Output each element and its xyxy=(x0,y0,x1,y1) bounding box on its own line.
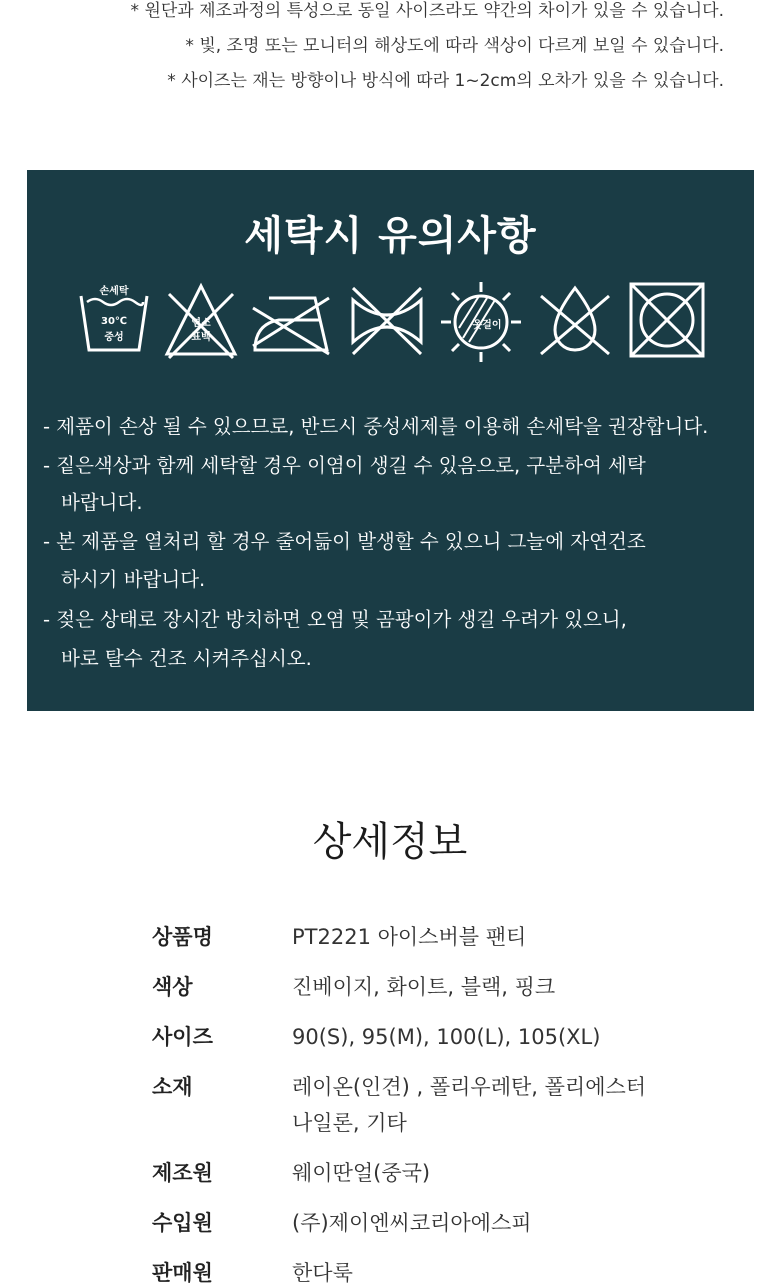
warning-line: 바로 탈수 건조 시켜주십시오. xyxy=(61,647,312,670)
detail-key: 소재 xyxy=(152,1075,193,1099)
detail-row xyxy=(152,972,712,1002)
care-title: 세탁시 유의사항 xyxy=(244,213,537,259)
detail-value-continued: 나일론, 기타 xyxy=(292,1111,407,1135)
detail-value: 진베이지, 화이트, 블랙, 핑크 xyxy=(292,975,556,999)
no-tumble-dry-icon xyxy=(627,280,707,360)
warning-line: 하시기 바랍니다. xyxy=(61,568,206,591)
detail-value: 웨이딴얼(중국) xyxy=(292,1161,431,1185)
detail-key: 수입원 xyxy=(152,1211,213,1235)
warning-line: - 본 제품을 열처리 할 경우 줄어듦이 발생할 수 있으니 그늘에 자연건조 xyxy=(43,530,646,553)
warning-line: - 짙은색상과 함께 세탁할 경우 이염이 생길 수 있음으로, 구분하여 세탁 xyxy=(43,454,646,477)
detail-key: 상품명 xyxy=(152,925,213,949)
hanger-label: 옷걸이 xyxy=(472,320,502,331)
detail-value: 한다룩 xyxy=(292,1261,353,1285)
chlorine-label: 염소 xyxy=(191,318,211,329)
neutral-label: 중성 xyxy=(104,332,124,343)
detail-row xyxy=(152,1258,712,1288)
no-drip-dry-icon xyxy=(537,280,613,360)
details-title: 상세정보 xyxy=(312,819,468,865)
detail-key: 판매원 xyxy=(152,1261,213,1285)
note-line: * 사이즈는 재는 방향이나 방식에 따라 1~2cm의 오차가 있을 수 있습니다. xyxy=(167,71,724,91)
detail-row xyxy=(152,1208,712,1238)
bleach-label: 표백 xyxy=(191,332,211,343)
detail-row xyxy=(152,922,712,952)
detail-row xyxy=(152,1072,712,1135)
detail-value: PT2221 아이스버블 팬티 xyxy=(292,925,527,949)
warning-line: 바랍니다. xyxy=(61,491,143,514)
warning-line: - 젖은 상태로 장시간 방치하면 오염 및 곰팡이가 생길 우려가 있으니, xyxy=(43,608,627,631)
care-icons-row xyxy=(77,280,717,364)
dry-in-shade-icon xyxy=(439,280,523,364)
detail-key: 제조원 xyxy=(152,1161,213,1185)
hand-wash-label: 손세탁 xyxy=(99,286,129,297)
warning-line: - 제품이 손상 될 수 있으므로, 반드시 중성세제를 이용해 손세탁을 권장합니다. xyxy=(43,415,709,438)
no-bleach-icon xyxy=(163,280,239,360)
detail-row xyxy=(152,1158,712,1188)
temp-label: 30℃ xyxy=(100,316,128,327)
detail-key: 색상 xyxy=(152,975,193,999)
detail-value: (주)제이엔씨코리아에스피 xyxy=(292,1211,532,1235)
note-line: * 원단과 제조과정의 특성으로 동일 사이즈라도 약간의 차이가 있을 수 있습니다. xyxy=(130,1,724,21)
note-line: * 빛, 조명 또는 모니터의 해상도에 따라 색상이 다르게 보일 수 있습니다. xyxy=(185,36,724,56)
hand-wash-30c-icon xyxy=(77,280,151,360)
care-instructions-panel xyxy=(27,170,754,711)
no-iron-icon xyxy=(249,280,333,360)
detail-row xyxy=(152,1022,712,1052)
detail-key: 사이즈 xyxy=(152,1025,213,1049)
detail-value: 레이온(인견) , 폴리우레탄, 폴리에스터 xyxy=(292,1075,647,1099)
no-wring-icon xyxy=(347,280,427,360)
detail-value: 90(S), 95(M), 100(L), 105(XL) xyxy=(292,1025,601,1049)
